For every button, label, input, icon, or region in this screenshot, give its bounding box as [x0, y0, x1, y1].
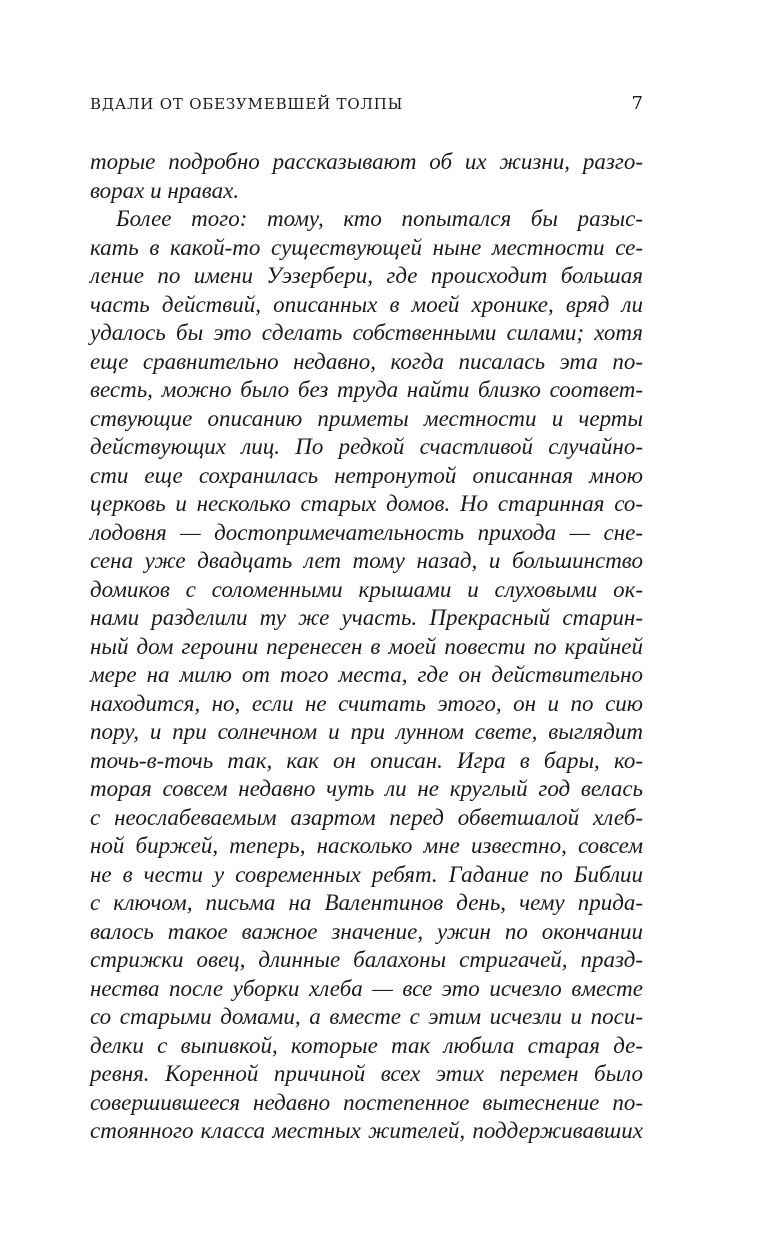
text-line: стрижки овец, длинные балахоны стригачей, празд- [90, 947, 643, 972]
text-line: лодовня — достопримечательность прихода — сне- [90, 519, 643, 545]
text-line: торые подробно рассказывают об их жизни, разго- [90, 149, 643, 174]
text-line: Более того: тому, кто попытался бы разыс- [116, 206, 643, 231]
text-line: совершившееся недавно постепенное вытеснение по- [90, 1089, 643, 1115]
running-title: ВДАЛИ ОТ ОБЕЗУМЕВШЕЙ ТОЛПЫ [90, 95, 404, 113]
body-text [90, 148, 643, 1146]
text-line: ревня. Коренной причиной всех этих перемен было [90, 1061, 643, 1086]
text-line: не в чести у современных ребят. Гадание по Библии [90, 861, 643, 887]
text-line: ствующие описанию приметы местности и черты [90, 405, 643, 431]
text-line: с неослабеваемым азартом перед обветшалой хлеб- [90, 804, 643, 830]
text-line: нества после уборки хлеба — все это исчезло вместе [90, 975, 643, 1001]
text-line: пору, и при солнечном и при лунном свете, выглядит [90, 719, 643, 744]
text-line: еще сравнительно недавно, когда писалась эта по- [90, 348, 643, 374]
text-line: весть, можно было без труда найти близко соответ- [90, 377, 643, 402]
text-line: действующих лиц. По редкой счастливой случайно- [90, 434, 643, 459]
text-line: мере на милю от того места, где он действительно [90, 662, 643, 687]
text-line: ление по имени Уэзербери, где происходит большая [90, 263, 643, 288]
text-line: часть действий, описанных в моей хронике, вряд ли [90, 291, 643, 317]
text-line: сти еще сохранилась нетронутой описанная мною [90, 462, 643, 488]
text-line: с ключом, письма на Валентинов день, чему прида- [90, 890, 643, 915]
text-line: ворах и нравах. [90, 177, 240, 203]
text-line: нами разделили ту же участь. Прекрасный старин- [90, 605, 643, 630]
page-number: 7 [631, 93, 643, 114]
text-line: ный дом героини перенесен в моей повести по крайней [90, 633, 643, 659]
running-head [90, 95, 643, 119]
text-line: стоянного класса местных жителей, поддерживавших [90, 1118, 643, 1143]
text-line: со старыми домами, а вместе с этим исчезли и поси- [90, 1004, 643, 1029]
text-line: валось такое важное значение, ужин по окончании [90, 918, 643, 944]
text-line: ной биржей, теперь, насколько мне известно, совсем [90, 833, 643, 858]
text-line: удалось бы это сделать собственными силами; хотя [90, 320, 643, 345]
text-line: сена уже двадцать лет тому назад, и большинство [90, 548, 643, 573]
text-line: торая совсем недавно чуть ли не круглый год велась [90, 776, 643, 801]
text-line: точь-в-точь так, как он описан. Игра в бары, ко- [90, 747, 643, 773]
text-line: находится, но, если не считать этого, он и по сию [90, 690, 643, 716]
text-line: кать в какой-то существующей ныне местности се- [90, 234, 643, 260]
text-line: делки с выпивкой, которые так любила старая де- [90, 1032, 643, 1058]
text-line: церковь и несколько старых домов. Но старинная со- [90, 491, 643, 516]
text-line: домиков с соломенными крышами и слуховыми ок- [90, 576, 643, 602]
